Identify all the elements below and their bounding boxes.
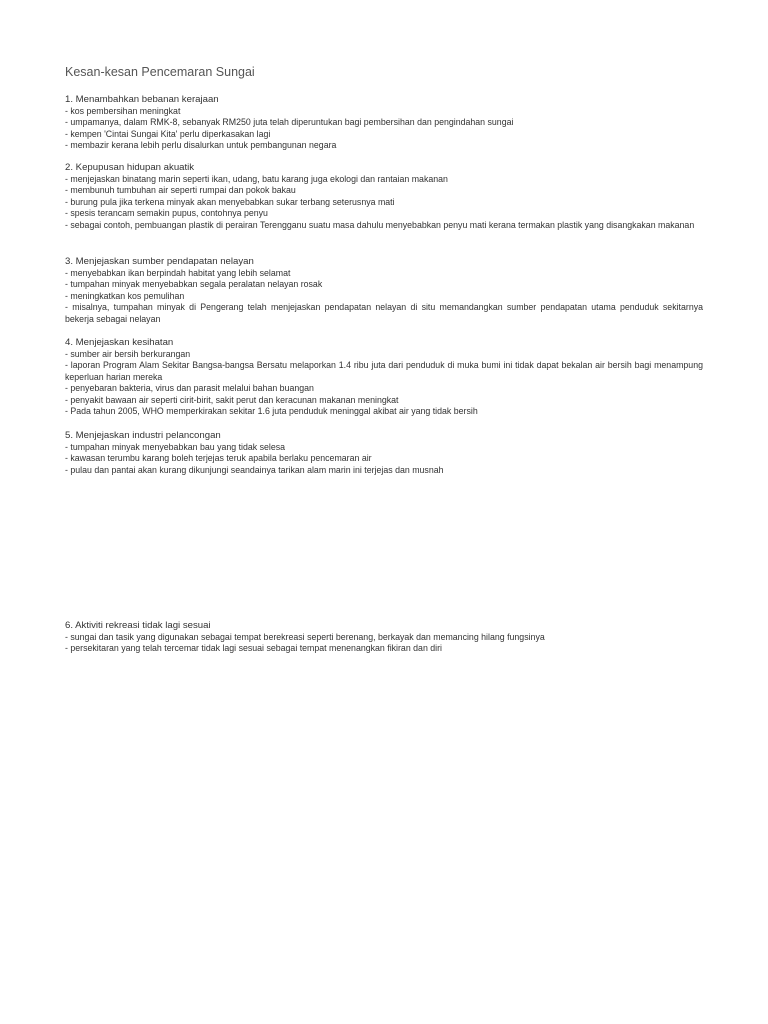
list-item: - pulau dan pantai akan kurang dikunjungi seandainya tarikan alam marin ini terjejas dan musnah — [65, 464, 444, 475]
list-item: - membunuh tumbuhan air seperti rumpai dan pokok bakau — [65, 185, 296, 195]
document-title: Kesan-kesan Pencemaran Sungai — [65, 65, 255, 79]
list-item: - tumpahan minyak menyebabkan segala peralatan nelayan rosak — [65, 279, 323, 289]
list-item: - sumber air bersih berkurangan — [65, 348, 191, 359]
section-menjejaskan-kesihatan — [65, 337, 703, 418]
list-item: - meningkatkan kos pemulihan — [65, 290, 185, 301]
section-menjejaskan-industri-pelancongan — [65, 430, 703, 476]
section-heading: 1. Menambahkan bebanan kerajaan — [65, 94, 219, 105]
list-item: - penyebaran bakteria, virus dan parasit melalui bahan buangan — [65, 383, 314, 393]
list-item: - kempen 'Cintai Sungai Kita' perlu diperkasakan lagi — [65, 128, 271, 139]
list-item: - sebagai contoh, pembuangan plastik di perairan Terengganu suatu masa dahulu menyebabkan penyu mati kerana termakan plastik yang disangkakan makanan — [65, 219, 695, 230]
list-item: - umpamanya, dalam RMK-8, sebanyak RM250 juta telah diperuntukan bagi pembersihan dan pengindahan sungai — [65, 117, 514, 127]
list-item: - persekitaran yang telah tercemar tidak lagi sesuai sebagai tempat menenangkan fikiran dan diri — [65, 643, 443, 653]
list-item: - misalnya, tumpahan minyak di Pengerang telah menjejaskan pendapatan nelayan di situ memandangkan sumber pendapatan utama penduduk sekitarnya bekerja sebagai nelayan — [65, 302, 703, 324]
section-kepupusan-hidupan-akuatik — [65, 162, 703, 231]
list-item: - penyakit bawaan air seperti cirit-birit, sakit perut dan keracunan makanan meningkat — [65, 394, 399, 405]
list-item: - sungai dan tasik yang digunakan sebagai tempat berekreasi seperti berenang, berkayak dan memancing hilang fungsinya — [65, 631, 545, 642]
section-heading: 4. Menjejaskan kesihatan — [65, 337, 174, 348]
list-item: - membazir kerana lebih perlu disalurkan untuk pembangunan negara — [65, 140, 337, 150]
list-item: - burung pula jika terkena minyak akan menyebabkan sukar terbang seterusnya mati — [65, 196, 395, 207]
list-item: - tumpahan minyak menyebabkan bau yang tidak selesa — [65, 441, 286, 452]
section-heading: 6. Aktiviti rekreasi tidak lagi sesuai — [65, 620, 211, 631]
list-item: - menjejaskan binatang marin seperti ikan, udang, batu karang juga ekologi dan rantaian makanan — [65, 173, 448, 184]
section-menjejaskan-sumber-pendapatan-nelayan — [65, 256, 703, 325]
list-item: - Pada tahun 2005, WHO memperkirakan sekitar 1.6 juta penduduk meninggal akibat air yang tidak bersih — [65, 406, 478, 416]
section-heading: 2. Kepupusan hidupan akuatik — [65, 162, 195, 173]
list-item: - spesis terancam semakin pupus, contohnya penyu — [65, 208, 268, 218]
section-heading: 5. Menjejaskan industri pelancongan — [65, 430, 221, 441]
section-aktiviti-rekreasi — [65, 620, 703, 655]
list-item: - laporan Program Alam Sekitar Bangsa-bangsa Bersatu melaporkan 1.4 ribu juta dari penduduk di muka bumi ini tidak dapat bekalan air bersih bagi menampung keperluan harian mereka — [65, 360, 703, 382]
list-item: - kawasan terumbu karang boleh terjejas teruk apabila berlaku pencemaran air — [65, 453, 372, 463]
section-menambahkan-bebanan-kerajaan — [65, 94, 703, 152]
section-heading: 3. Menjejaskan sumber pendapatan nelayan — [65, 256, 254, 267]
list-item: - menyebabkan ikan berpindah habitat yang lebih selamat — [65, 267, 291, 278]
list-item: - kos pembersihan meningkat — [65, 105, 181, 116]
